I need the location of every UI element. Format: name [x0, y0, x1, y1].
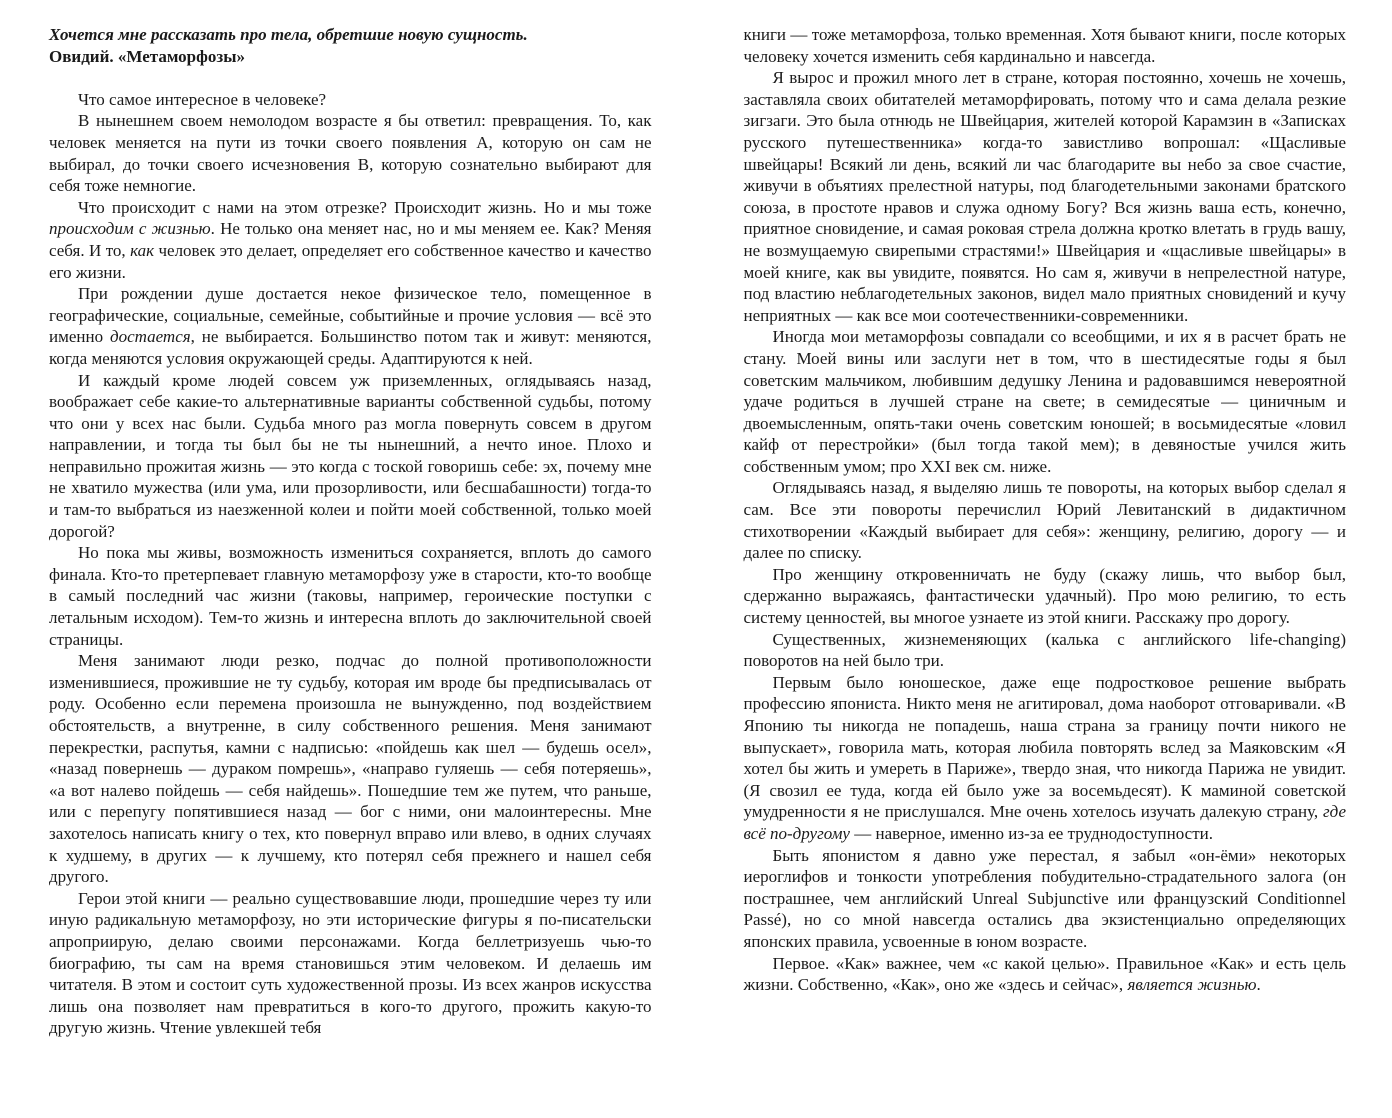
- italic-text-run: происходим с жизнью: [49, 219, 211, 239]
- text-run: , не выбирается. Большинство потом так и живут: меняются, когда меняются условия окружающей среды. Адаптируются к ней.: [49, 327, 652, 368]
- text-run: — наверное, именно из-за ее труднодоступности.: [849, 823, 1213, 843]
- text-run: Быть японистом я давно уже перестал, я забыл «он-ёми» некоторых иероглифов и тонкости употребления побудительно-страдательного залога (он пострашнее, чем английский Unreal Subjunctive или французский Conditionnel Passé), но со мной навсегда остались два экзистенциально определяющих японских правила, усвоенные в юном возрасте.: [743, 845, 1346, 951]
- text-run: человек это делает, определяет его собственное качество и качество его жизни.: [49, 240, 652, 282]
- text-run: Иногда мои метаморфозы совпадали со всеобщими, и их я в расчет брать не стану. Моей вины или заслуги нет в том, что в шестидесятые годы я был советским мальчиком, любившим дедушку Ленина и радовавшимся невероятной удаче родиться в лучшей стране на свете; в семидесятые — циничным и двоемысленным, опять-таки очень советским юношей; в восьмидесятые «ловил кайф от перестройки» (был тогда такой мем); в девяностые учился жить собственным умом; про XXI век см. ниже.: [743, 327, 1346, 476]
- paragraph: [744, 24, 1347, 67]
- text-run: И каждый кроме людей совсем уж приземленных, оглядываясь назад, воображает себе какие-то альтернативные варианты собственной судьбы, потому что они у всех нас были. Судьба много раз могла повернуть совсем в другом направлении, и тогда ты был бы не ты нынешний, а нечто иное. Плохо и неправильно прожитая жизнь — это когда с тоской говоришь себе: эх, почему мне не хватило мужества (или ума, или прозорливости, или бесшабашности) тогда-то и там-то выбраться из наезженной колеи и пойти моей собственной, только моей дорогой?: [49, 370, 652, 541]
- paragraph: [49, 650, 652, 888]
- text-run: Герои этой книги — реально существовавшие люди, прошедшие через ту или иную радикальную метаморфозу, но эти исторические фигуры я по-писательски апроприирую, делаю своими персонажами. Когда беллетризуешь чью-то биографию, ты сам на время становишься этим человеком. И делаешь им читателя. В этом и состоит суть художественной прозы. Из всех жанров искусства лишь она позволяет нам превратиться в кого-то другого, прожить какую-то другую жизнь. Чтение увлекшей тебя: [49, 888, 652, 1038]
- paragraph: [744, 67, 1347, 326]
- text-run: .: [1256, 975, 1261, 995]
- paragraph: [744, 672, 1347, 845]
- text-run: Но пока мы живы, возможность измениться сохраняется, вплоть до самого финала. Кто-то претерпевает главную метаморфозу уже в старости, кто-то вообще в самый последний час жизни (таковы, например, героические поступки с летальным исходом). Тем-то жизнь и интересна вплоть до заключительной своей страницы.: [49, 543, 652, 649]
- paragraph: [49, 542, 652, 650]
- paragraph: [744, 326, 1347, 477]
- paragraph: [744, 953, 1347, 996]
- paragraph: [49, 197, 652, 283]
- text-run: Существенных, жизнеменяющих (калька с английского life-changing) поворотов на ней было три.: [743, 629, 1346, 671]
- paragraph: [49, 370, 652, 543]
- italic-text-run: где всё по-другому: [743, 802, 1346, 843]
- text-run: Про женщину откровенничать не буду (скажу лишь, что выбор был, сдержанно выражаясь, фантастически удачный). Про мою религию, то есть систему ценностей, вы многое узнаете из этой книги. Расскажу про дорогу.: [743, 564, 1346, 628]
- paragraph: [744, 629, 1347, 672]
- text-run: Оглядываясь назад, я выделяю лишь те повороты, на которых выбор сделал я сам. Все эти повороты перечислил Юрий Левитанский в дидактичном стихотворении «Каждый выбирает для себя»: женщину, религию, дорогу — и далее по списку.: [743, 478, 1346, 563]
- epigraph: [49, 24, 652, 67]
- text-run: книги — тоже метаморфоза, только временная. Хотя бывают книги, после которых человеку хочется изменить себя кардинально и навсегда.: [743, 25, 1346, 66]
- text-run: Меня занимают люди резко, подчас до полной противоположности изменившиеся, прожившие не ту судьбу, которая им вроде бы предписывалась от роду. Особенно если перемена произошла не вынужденно, под воздействием обстоятельств, а внутренне, в силу собственного решения. Меня занимают перекрестки, распутья, камни с надписью: «пойдешь как шел — будешь осел», «назад повернешь — дураком помрешь», «направо гуляешь — себя потеряешь», «а вот налево пойдешь — себя найдешь». Пошедшие тем же путем, что раньше, или с перепугу попятившиеся назад — бог с ними, они малоинтересны. Мне захотелось написать книгу о тех, кто повернул вправо или влево, в одних случаях к худшему, в других — к лучшему, кто потерял себя прежнего и нашел себя другого.: [49, 651, 652, 887]
- epigraph-quote: Хочется мне рассказать про тела, обретшие новую сущность.: [49, 25, 528, 44]
- text-run: Первое. «Как» важнее, чем «с какой целью». Правильное «Как» и есть цель жизни. Собственно, «Как», оно же «здесь и сейчас»,: [743, 953, 1346, 995]
- paragraph: [49, 89, 652, 111]
- paragraph: [744, 477, 1347, 563]
- text-run: В нынешнем своем немолодом возрасте я бы ответил: превращения. То, как человек меняется на пути из точки своего появления А, которую он сам не выбирал, до точки своего исчезновения В, которую сознательно выбирают для себя тоже немногие.: [49, 111, 652, 196]
- left-column-paragraphs: [49, 89, 652, 1039]
- epigraph-attribution: Овидий. «Метаморфозы»: [49, 46, 245, 66]
- text-run: Я вырос и прожил много лет в стране, которая постоянно, хочешь не хочешь, заставляла своих обитателей метаморфировать, потому что и сама делала резкие зигзаги. Это была отнюдь не Швейцария, жителей которой Карамзин в «Записках русского путешественника» когда-то завистливо вопрошал: «Щасливые швейцары! Всякий ли день, всякий ли час благодарите вы небо за свое счастие, живучи в объятиях прелестной натуры, под благодетельными законами братского союза, в простоте нравов и служа одному Богу? Вся жизнь ваша есть, конечно, приятное сновидение, и самая роковая стрела должна кротко влетать в грудь вашу, не возмущаемую свирепыми страстями!» Швейцария и «щасливые швейцары» в моей книге, как вы увидите, появятся. Но сам я, живучи в непрелестной натуре, под властию неблагодетельных законов, видел мало приятных сновидений и кучу неприятных — как все мои соотечественники-современники.: [743, 68, 1346, 325]
- text-run: Что самое интересное в человеке?: [78, 89, 327, 109]
- italic-text-run: достается: [109, 327, 191, 347]
- text-run: . Не только она меняет нас, но и мы меняем ее. Как? Меняя себя. И то,: [49, 219, 652, 260]
- paragraph: [49, 888, 652, 1039]
- paragraph: [49, 110, 652, 196]
- right-column: [744, 24, 1347, 1110]
- text-run: Что происходит с нами на этом отрезке? Происходит жизнь. Но и мы тоже: [78, 197, 652, 217]
- paragraph: [49, 283, 652, 369]
- italic-text-run: как: [130, 240, 155, 260]
- text-run: Первым было юношеское, даже еще подростковое решение выбрать профессию япониста. Никто меня не агитировал, дома наоборот отговаривали. «В Японию ты никогда не попадешь, наша страна за границу почти никого не выпускает», говорила мать, которая любила повторять вслед за Маяковским «Я хотел бы жить и умереть в Париже», твердо зная, что никогда Парижа не увидит. (Я свозил ее туда, когда ей было уже за восемьдесят). К маминой советской умудренности я не прислушался. Мне очень хотелось изучать далекую страну,: [743, 672, 1346, 822]
- paragraph: [744, 564, 1347, 629]
- text-run: При рождении душе достается некое физическое тело, помещенное в географические, социальные, семейные, событийные и прочие условия — всё это именно: [49, 284, 652, 347]
- italic-text-run: является жизнью: [1127, 975, 1257, 995]
- paragraph: [744, 845, 1347, 953]
- left-column: [49, 24, 652, 1110]
